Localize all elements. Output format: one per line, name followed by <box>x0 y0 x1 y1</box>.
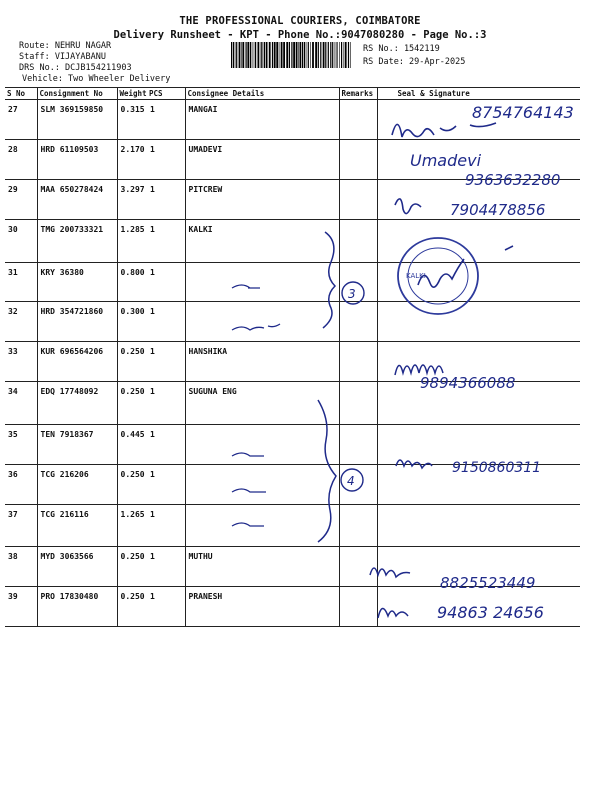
consignment-cell: KUR 696564206 <box>37 342 117 382</box>
barcode-bar <box>350 42 351 68</box>
sno-cell: 34 <box>5 382 37 425</box>
consignee-cell <box>185 263 339 302</box>
barcode-bar <box>341 42 342 68</box>
col-weight: Weight <box>117 88 147 100</box>
consignment-cell: MAA 650278424 <box>37 180 117 220</box>
consignee-cell: MANGAI <box>185 100 339 140</box>
signature-cell <box>377 547 580 587</box>
consignment-cell: EDQ 17748092 <box>37 382 117 425</box>
remarks-cell <box>339 220 377 263</box>
sno-cell: 39 <box>5 587 37 627</box>
phone-38: 8825523449 <box>440 574 536 592</box>
rs-info <box>363 43 465 68</box>
sno-cell: 30 <box>5 220 37 263</box>
col-consignment: Consignment No <box>37 88 117 100</box>
pcs-cell: 1 <box>147 342 185 382</box>
phone-36: 9150860311 <box>452 460 542 476</box>
barcode-bar <box>233 42 234 68</box>
barcode-bar <box>276 42 278 68</box>
barcode-bar <box>296 42 298 68</box>
signature-cell <box>377 382 580 425</box>
signature-cell <box>377 263 580 302</box>
barcode-bar <box>345 42 347 68</box>
barcode-bar <box>336 42 337 68</box>
barcode-bar <box>308 42 309 68</box>
runsheet-title: THE PROFESSIONAL COURIERS, COIMBATORE <box>179 15 421 27</box>
phone-28: 9363632280 <box>465 171 561 189</box>
weight-cell: 1.265 <box>117 505 147 547</box>
phone-29: 7904478856 <box>450 201 546 219</box>
pcs-cell: 1 <box>147 587 185 627</box>
barcode-bar <box>236 42 237 68</box>
table-row <box>5 465 580 505</box>
barcode-bar <box>320 42 321 68</box>
barcode-bar <box>293 42 295 68</box>
barcode-bar <box>339 42 340 68</box>
pcs-cell: 1 <box>147 263 185 302</box>
barcode-bar <box>231 42 232 68</box>
remarks-cell <box>339 465 377 505</box>
table-row <box>5 342 580 382</box>
remarks-cell <box>339 587 377 627</box>
consignee-cell: KALKI <box>185 220 339 263</box>
drs-number: DRS No.: DCJB154211903 <box>19 63 132 73</box>
barcode-bar <box>328 42 329 68</box>
barcode-bar <box>235 42 236 68</box>
bracket-note-3: 3 <box>348 287 356 301</box>
weight-cell: 0.300 <box>117 302 147 342</box>
consignee-cell: HANSHIKA <box>185 342 339 382</box>
barcode-bar <box>250 42 251 68</box>
table-row <box>5 263 580 302</box>
weight-cell: 0.250 <box>117 382 147 425</box>
table-row <box>5 425 580 465</box>
consignment-cell: TEN 7918367 <box>37 425 117 465</box>
pcs-cell: 1 <box>147 425 185 465</box>
table-row <box>5 220 580 263</box>
signature-cell <box>377 465 580 505</box>
consignee-cell <box>185 505 339 547</box>
weight-cell: 2.170 <box>117 140 147 180</box>
phone-27: 8754764143 <box>472 103 574 122</box>
signature-cell <box>377 302 580 342</box>
weight-cell: 0.800 <box>117 263 147 302</box>
barcode-bar <box>348 42 349 68</box>
barcode-bar <box>344 42 345 68</box>
runsheet-table <box>5 87 580 627</box>
consignee-cell: MUTHU <box>185 547 339 587</box>
weight-cell: 0.250 <box>117 342 147 382</box>
col-remarks: Remarks <box>339 88 377 100</box>
consignment-cell: HRD 61109503 <box>37 140 117 180</box>
sno-cell: 33 <box>5 342 37 382</box>
signature-cell <box>377 220 580 263</box>
table-row <box>5 547 580 587</box>
pcs-cell: 1 <box>147 465 185 505</box>
staff-label: Staff: VIJAYABANU <box>19 52 106 62</box>
barcode-bar <box>330 42 331 68</box>
barcode-bar <box>300 42 302 68</box>
barcode-bar <box>310 42 311 68</box>
barcode-bar <box>323 42 325 68</box>
pcs-cell: 1 <box>147 382 185 425</box>
barcode-bar <box>302 42 303 68</box>
rs-number: RS No.: 1542119 <box>363 44 440 54</box>
barcode-bar <box>318 42 319 68</box>
pcs-cell: 1 <box>147 220 185 263</box>
remarks-cell <box>339 180 377 220</box>
barcode-bar <box>289 42 290 68</box>
weight-cell: 0.315 <box>117 100 147 140</box>
weight-cell: 0.445 <box>117 425 147 465</box>
barcode-bar <box>337 42 338 68</box>
consignee-cell: SUGUNA ENG <box>185 382 339 425</box>
pcs-cell: 1 <box>147 100 185 140</box>
barcode-bar <box>247 42 249 68</box>
sno-cell: 28 <box>5 140 37 180</box>
sno-cell: 32 <box>5 302 37 342</box>
pcs-cell: 1 <box>147 505 185 547</box>
stamp-text: KALKI <box>406 272 426 280</box>
table-row <box>5 100 580 140</box>
consignment-cell: MYD 3063566 <box>37 547 117 587</box>
remarks-cell <box>339 302 377 342</box>
pcs-cell: 1 <box>147 547 185 587</box>
weight-cell: 0.250 <box>117 547 147 587</box>
consignee-cell: PITCREW <box>185 180 339 220</box>
barcode-bar <box>286 42 288 68</box>
remarks-cell <box>339 342 377 382</box>
col-sno: S No <box>5 88 37 100</box>
sno-cell: 36 <box>5 465 37 505</box>
barcode-bar <box>261 42 262 68</box>
weight-cell: 1.285 <box>117 220 147 263</box>
barcode-bar <box>279 42 280 68</box>
barcode-bar <box>335 42 336 68</box>
barcode-bar <box>332 42 333 68</box>
barcode-bar <box>325 42 326 68</box>
col-pcs: PCS <box>147 88 185 100</box>
consignee-cell <box>185 425 339 465</box>
barcode-bar <box>304 42 305 68</box>
consignee-cell <box>185 465 339 505</box>
barcode-bar <box>252 42 253 68</box>
barcode-bar <box>269 42 271 68</box>
remarks-cell <box>339 382 377 425</box>
table-row <box>5 180 580 220</box>
table-row <box>5 382 580 425</box>
vehicle-label: Vehicle: Two Wheeler Delivery <box>22 74 171 84</box>
barcode-bar <box>242 42 244 68</box>
weight-cell: 3.297 <box>117 180 147 220</box>
consignment-cell: PRO 17830480 <box>37 587 117 627</box>
barcode-bar <box>272 42 273 68</box>
barcode-bar <box>281 42 283 68</box>
remarks-cell <box>339 100 377 140</box>
sno-cell: 27 <box>5 100 37 140</box>
table-row <box>5 505 580 547</box>
signature-cell <box>377 180 580 220</box>
signature-cell <box>377 140 580 180</box>
signature-cell <box>377 100 580 140</box>
consignment-cell: TMG 200733321 <box>37 220 117 263</box>
barcode-bar <box>258 42 260 68</box>
sno-cell: 31 <box>5 263 37 302</box>
bracket-note-4: 4 <box>347 474 355 488</box>
remarks-cell <box>339 505 377 547</box>
pcs-cell: 1 <box>147 140 185 180</box>
col-consignee: Consignee Details <box>185 88 339 100</box>
barcode-bar <box>254 42 255 68</box>
phone-33: 9894366088 <box>420 374 516 392</box>
barcode-bar <box>306 42 307 68</box>
consignment-cell: SLM 369159850 <box>37 100 117 140</box>
table-row <box>5 302 580 342</box>
barcode-bar <box>255 42 256 68</box>
consignment-cell: KRY 36380 <box>37 263 117 302</box>
barcode-bar <box>246 42 247 68</box>
remarks-cell <box>339 263 377 302</box>
barcode-bar <box>274 42 276 68</box>
consignment-cell: TCG 216116 <box>37 505 117 547</box>
col-signature: Seal & Signature <box>377 88 580 100</box>
sno-cell: 37 <box>5 505 37 547</box>
table-row <box>5 140 580 180</box>
table-header-row <box>5 88 580 100</box>
runsheet-subtitle: Delivery Runsheet - KPT - Phone No.:9047080280 - Page No.:3 <box>113 29 487 41</box>
barcode-bar <box>266 42 268 68</box>
phone-39: 94863 24656 <box>437 603 544 622</box>
rs-date: RS Date: 29-Apr-2025 <box>363 56 466 67</box>
signature-name-28: Umadevi <box>410 151 482 170</box>
signature-cell <box>377 587 580 627</box>
sno-cell: 35 <box>5 425 37 465</box>
barcode-bar <box>291 42 292 68</box>
barcode-bar <box>241 42 242 68</box>
barcode-bar <box>298 42 299 68</box>
pcs-cell: 1 <box>147 302 185 342</box>
barcode-bar <box>263 42 264 68</box>
consignee-cell: UMADEVI <box>185 140 339 180</box>
table-row <box>5 587 580 627</box>
weight-cell: 0.250 <box>117 465 147 505</box>
weight-cell: 0.250 <box>117 587 147 627</box>
pcs-cell: 1 <box>147 180 185 220</box>
barcode-bar <box>315 42 317 68</box>
sno-cell: 29 <box>5 180 37 220</box>
route-label: Route: NEHRU NAGAR <box>19 41 112 51</box>
consignee-cell <box>185 302 339 342</box>
signature-cell <box>377 425 580 465</box>
remarks-cell <box>339 547 377 587</box>
signature-cell <box>377 505 580 547</box>
consignment-cell: HRD 354721860 <box>37 302 117 342</box>
barcode <box>231 42 351 68</box>
remarks-cell <box>339 425 377 465</box>
barcode-bar <box>312 42 314 68</box>
barcode-bar <box>283 42 285 68</box>
barcode-bar <box>239 42 241 68</box>
consignee-cell: PRANESH <box>185 587 339 627</box>
barcode-bar <box>264 42 265 68</box>
consignment-cell: TCG 216206 <box>37 465 117 505</box>
remarks-cell <box>339 140 377 180</box>
signature-cell <box>377 342 580 382</box>
sno-cell: 38 <box>5 547 37 587</box>
